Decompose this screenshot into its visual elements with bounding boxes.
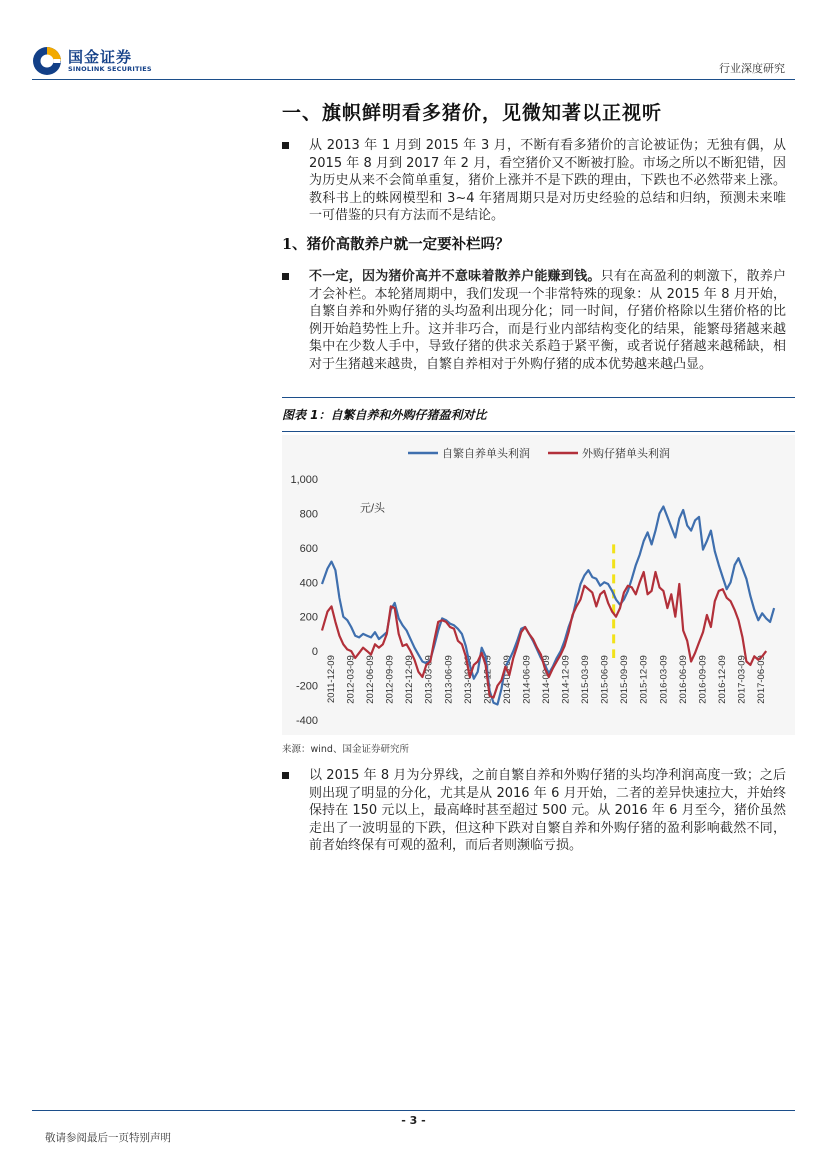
x-tick-label: 2015-09-09	[619, 655, 631, 704]
x-tick-label: 2013-09-09	[462, 655, 474, 704]
y-tick-label: -200	[295, 680, 318, 693]
x-tick-label: 2014-12-09	[560, 655, 572, 704]
bullet-icon	[282, 772, 289, 779]
logo-name-cn: 国金证券	[68, 47, 133, 66]
x-tick-label: 2012-06-09	[365, 655, 377, 704]
paragraph-2	[282, 268, 786, 373]
paragraph-2-lead: 不一定，因为猪价高并不意味着散养户能赚到钱。	[309, 269, 601, 284]
figure-title-rule	[282, 431, 795, 432]
paragraph-1-text: 从 2013 年 1 月到 2015 年 3 月，不断有看多猪价的言论被证伪；无独有偶，从 2015 年 8 月到 2017 年 2 月，看空猪价又不断被打脸。市场之所以不断犯错，因为历史从来不会简单重复，猪价上涨并不是下跌的理由，下跌也不必然带来上涨。教科书上的蛛网模型和 3~4 年猪周期只是对历史经验的总结和归纳，预测未来唯一可借鉴的只有方法而不是结论。	[309, 138, 786, 223]
x-tick-label: 2017-03-09	[736, 655, 748, 704]
y-tick-label: 400	[299, 577, 318, 590]
footer-divider	[32, 1110, 795, 1111]
header-divider	[32, 79, 795, 80]
x-tick-label: 2015-12-09	[638, 655, 650, 704]
figure-top-rule	[282, 397, 795, 398]
figure-title: 图表 1：自繁自养和外购仔猪盈利对比	[282, 408, 487, 422]
y-tick-label: 800	[299, 508, 318, 521]
bullet-icon	[282, 273, 289, 280]
x-tick-label: 2016-03-09	[658, 655, 670, 704]
logo	[32, 46, 152, 76]
sinolink-logo-icon	[32, 46, 62, 76]
x-tick-label: 2012-03-09	[345, 655, 357, 704]
section-title: 一、旗帜鲜明看多猪价，见微知著以正视听	[282, 102, 663, 124]
paragraph-3	[282, 767, 786, 855]
x-tick-label: 2013-06-09	[443, 655, 455, 704]
y-unit-label: 元/头	[360, 502, 386, 515]
legend-label: 自繁自养单头利润	[442, 447, 530, 460]
x-tick-label: 2013-12-09	[482, 655, 494, 704]
x-tick-label: 2014-03-09	[501, 655, 513, 704]
subsection-title: 1、猪价高散养户就一定要补栏吗？	[282, 236, 510, 253]
paragraph-3-text: 以 2015 年 8 月为分界线，之前自繁自养和外购仔猪的头均净利润高度一致；之后则出现了明显的分化，尤其是从 2016 年 6 月开始，二者的差异快速拉大，并始终保持在 150 元以上，最高峰时甚至超过 500 元。从 2016 年 6 月至今，猪价虽然走出了一波明显的下跌，但这种下跌对自繁自养和外购仔猪的盈利影响截然不同，前者始终保有可观的盈利，而后者则濒临亏损。	[309, 768, 786, 853]
y-tick-label: 0	[311, 646, 318, 659]
disclaimer-note: 敬请参阅最后一页特别声明	[45, 1132, 171, 1144]
x-tick-label: 2014-06-09	[521, 655, 533, 704]
x-tick-label: 2015-06-09	[599, 655, 611, 704]
figure-source: 来源：wind、国金证券研究所	[282, 744, 409, 755]
y-tick-label: 600	[299, 542, 318, 555]
paragraph-2-text: 只有在高盈利的刺激下，散养户才会补栏。本轮猪周期中，我们发现一个非常特殊的现象：从 2015 年 8 月开始，自繁自养和外购仔猪的头均盈利出现分化；同一时间，仔猪价格除以生猪价格的比例开始趋势性上升。这并非巧合，而是行业内部结构变化的结果，能繁母猪越来越集中在少数人手中，导致仔猪的供求关系趋于紧平衡，或者说仔猪越来越稀缺，相对于生猪越来越贵，自繁自养相对于外购仔猪的成本优势越来越凸显。	[309, 269, 786, 372]
report-type: 行业深度研究	[719, 62, 785, 75]
paragraph-1	[282, 137, 786, 225]
y-tick-label: 1,000	[290, 474, 318, 486]
logo-name-en: SINOLINK SECURITIES	[68, 64, 152, 73]
x-tick-label: 2012-09-09	[384, 655, 396, 704]
x-tick-label: 2015-03-09	[580, 655, 592, 704]
legend-label: 外购仔猪单头利润	[582, 447, 670, 460]
x-tick-label: 2013-03-09	[423, 655, 435, 704]
bullet-icon	[282, 142, 289, 149]
x-tick-label: 2016-06-09	[677, 655, 689, 704]
x-tick-label: 2012-12-09	[404, 655, 416, 704]
profit-comparison-chart	[282, 435, 795, 735]
x-tick-label: 2016-12-09	[716, 655, 728, 704]
x-tick-label: 2014-09-09	[541, 655, 552, 704]
y-tick-label: -400	[295, 715, 318, 727]
x-tick-label: 2016-09-09	[697, 655, 709, 704]
x-tick-label: 2017-06-09	[756, 655, 767, 704]
chart-svg	[282, 435, 795, 735]
y-tick-label: 200	[299, 611, 318, 624]
page-number: - 3 -	[401, 1114, 426, 1127]
x-tick-label: 2011-12-09	[326, 655, 337, 704]
